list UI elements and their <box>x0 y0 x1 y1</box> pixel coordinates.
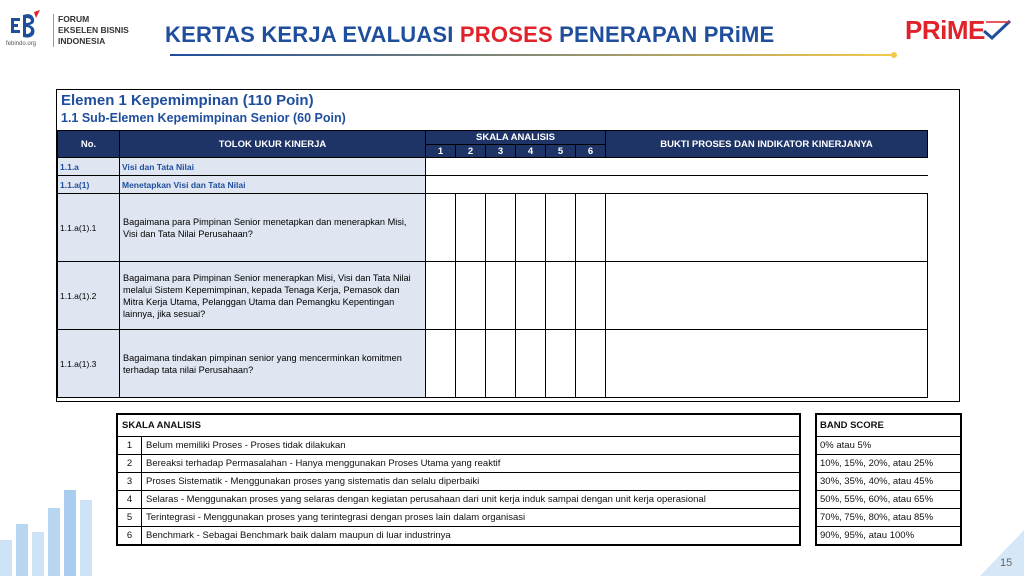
table-row <box>58 158 928 176</box>
header-divider <box>170 54 894 56</box>
header-divider-dot <box>891 52 897 58</box>
question-number: 1.1.a(1).2 <box>58 262 120 330</box>
column-header-tolok: TOLOK UKUR KINERJA <box>120 131 426 158</box>
scale-number: 3 <box>486 145 516 158</box>
row-label: Menetapkan Visi dan Tata Nilai <box>120 176 426 194</box>
scale-cell[interactable] <box>486 194 516 262</box>
row-number: 1.1.a(1) <box>58 176 120 194</box>
row-label: Visi dan Tata Nilai <box>120 158 426 176</box>
column-header-bukti: BUKTI PROSES DAN INDIKATOR KINERJANYA <box>606 131 928 158</box>
table-row <box>58 176 928 194</box>
band-row: 0% atau 5% <box>817 437 961 455</box>
row-number: 1.1.a <box>58 158 120 176</box>
scale-number: 1 <box>426 145 456 158</box>
question-text: Bagaimana tindakan pimpinan senior yang mencerminkan komitmen terhadap tata nilai Perusahaan? <box>120 330 426 398</box>
band-header: BAND SCORE <box>817 415 961 437</box>
scale-number: 2 <box>456 145 486 158</box>
band-row: 50%, 55%, 60%, atau 65% <box>817 491 961 509</box>
scale-cell[interactable] <box>576 262 606 330</box>
scale-cell[interactable] <box>456 330 486 398</box>
question-text: Bagaimana para Pimpinan Senior menerapkan Misi, Visi dan Tata Nilai melalui Sistem Kepemimpinan, kepada Tenaga Kerja, Pemasok dan Mitra Kerja Utama, Pelanggan Utama dan Pemangku Kepentingan lainnya, jika sesuai? <box>120 262 426 330</box>
page-number: 15 <box>1000 557 1013 569</box>
legend-row: 6 Benchmark - Sebagai Benchmark baik dalam maupun di luar industrinya <box>118 527 800 545</box>
legend-row: 4 Selaras - Menggunakan proses yang selaras dengan kegiatan perusahaan dari unit kerja induk sampai dengan unit kerja operasional <box>118 491 800 509</box>
scale-cell[interactable] <box>546 262 576 330</box>
scale-cell[interactable] <box>426 262 456 330</box>
scale-cell[interactable] <box>456 262 486 330</box>
scale-cell[interactable] <box>486 330 516 398</box>
evidence-cell[interactable] <box>606 194 928 262</box>
scale-number: 4 <box>516 145 546 158</box>
table-row <box>58 194 928 262</box>
scale-cell[interactable] <box>546 330 576 398</box>
question-number: 1.1.a(1).1 <box>58 194 120 262</box>
scale-cell[interactable] <box>576 194 606 262</box>
elemen-title: Elemen 1 Kepemimpinan (110 Poin) <box>61 92 314 109</box>
scale-cell[interactable] <box>576 330 606 398</box>
column-header-skala: SKALA ANALISIS <box>426 131 606 145</box>
question-text: Bagaimana para Pimpinan Senior menetapkan dan menerapkan Misi, Visi dan Tata Nilai Perusahaan? <box>120 194 426 262</box>
logo-url-text: febindo.org <box>6 41 37 47</box>
scale-number: 6 <box>576 145 606 158</box>
question-number: 1.1.a(1).3 <box>58 330 120 398</box>
band-row: 10%, 15%, 20%, atau 25% <box>817 455 961 473</box>
band-score-table <box>815 413 962 546</box>
forum-name: FORUM EKSELEN BISNIS INDONESIA <box>53 14 129 47</box>
legend-row: 3 Proses Sistematik - Menggunakan proses yang sistematis dan selalu diperbaiki <box>118 473 800 491</box>
band-row: 90%, 95%, atau 100% <box>817 527 961 545</box>
legend-header: SKALA ANALISIS <box>118 415 800 437</box>
column-header-no: No. <box>58 131 120 158</box>
worksheet-panel <box>56 89 960 402</box>
scale-cell[interactable] <box>516 262 546 330</box>
worksheet-table <box>57 130 928 398</box>
decorative-bars-icon <box>0 460 110 576</box>
scale-cell[interactable] <box>486 262 516 330</box>
prime-logo: PRiME <box>905 15 985 45</box>
legend-row: 2 Bereaksi terhadap Permasalahan - Hanya menggunakan Proses Utama yang reaktif <box>118 455 800 473</box>
table-row <box>58 330 928 398</box>
scale-cell[interactable] <box>426 194 456 262</box>
scale-cell[interactable] <box>516 330 546 398</box>
evidence-cell[interactable] <box>606 330 928 398</box>
scale-cell[interactable] <box>546 194 576 262</box>
legend-row: 5 Terintegrasi - Menggunakan proses yang terintegrasi dengan proses lain dalam organisasi <box>118 509 800 527</box>
band-row: 70%, 75%, 80%, atau 85% <box>817 509 961 527</box>
sub-elemen-title: 1.1 Sub-Elemen Kepemimpinan Senior (60 Poin) <box>61 111 346 125</box>
scale-cell[interactable] <box>516 194 546 262</box>
corner-decoration-icon <box>980 530 1024 576</box>
scale-number: 5 <box>546 145 576 158</box>
table-row <box>58 262 928 330</box>
scale-cell[interactable] <box>426 330 456 398</box>
page-title: KERTAS KERJA EVALUASI PROSES PENERAPAN PRiME <box>165 22 775 47</box>
legend-row: 1 Belum memiliki Proses - Proses tidak dilakukan <box>118 437 800 455</box>
band-row: 30%, 35%, 40%, atau 45% <box>817 473 961 491</box>
checkmark-icon <box>982 18 1012 42</box>
evidence-cell[interactable] <box>606 262 928 330</box>
scale-cell[interactable] <box>456 194 486 262</box>
scale-legend <box>116 413 801 546</box>
